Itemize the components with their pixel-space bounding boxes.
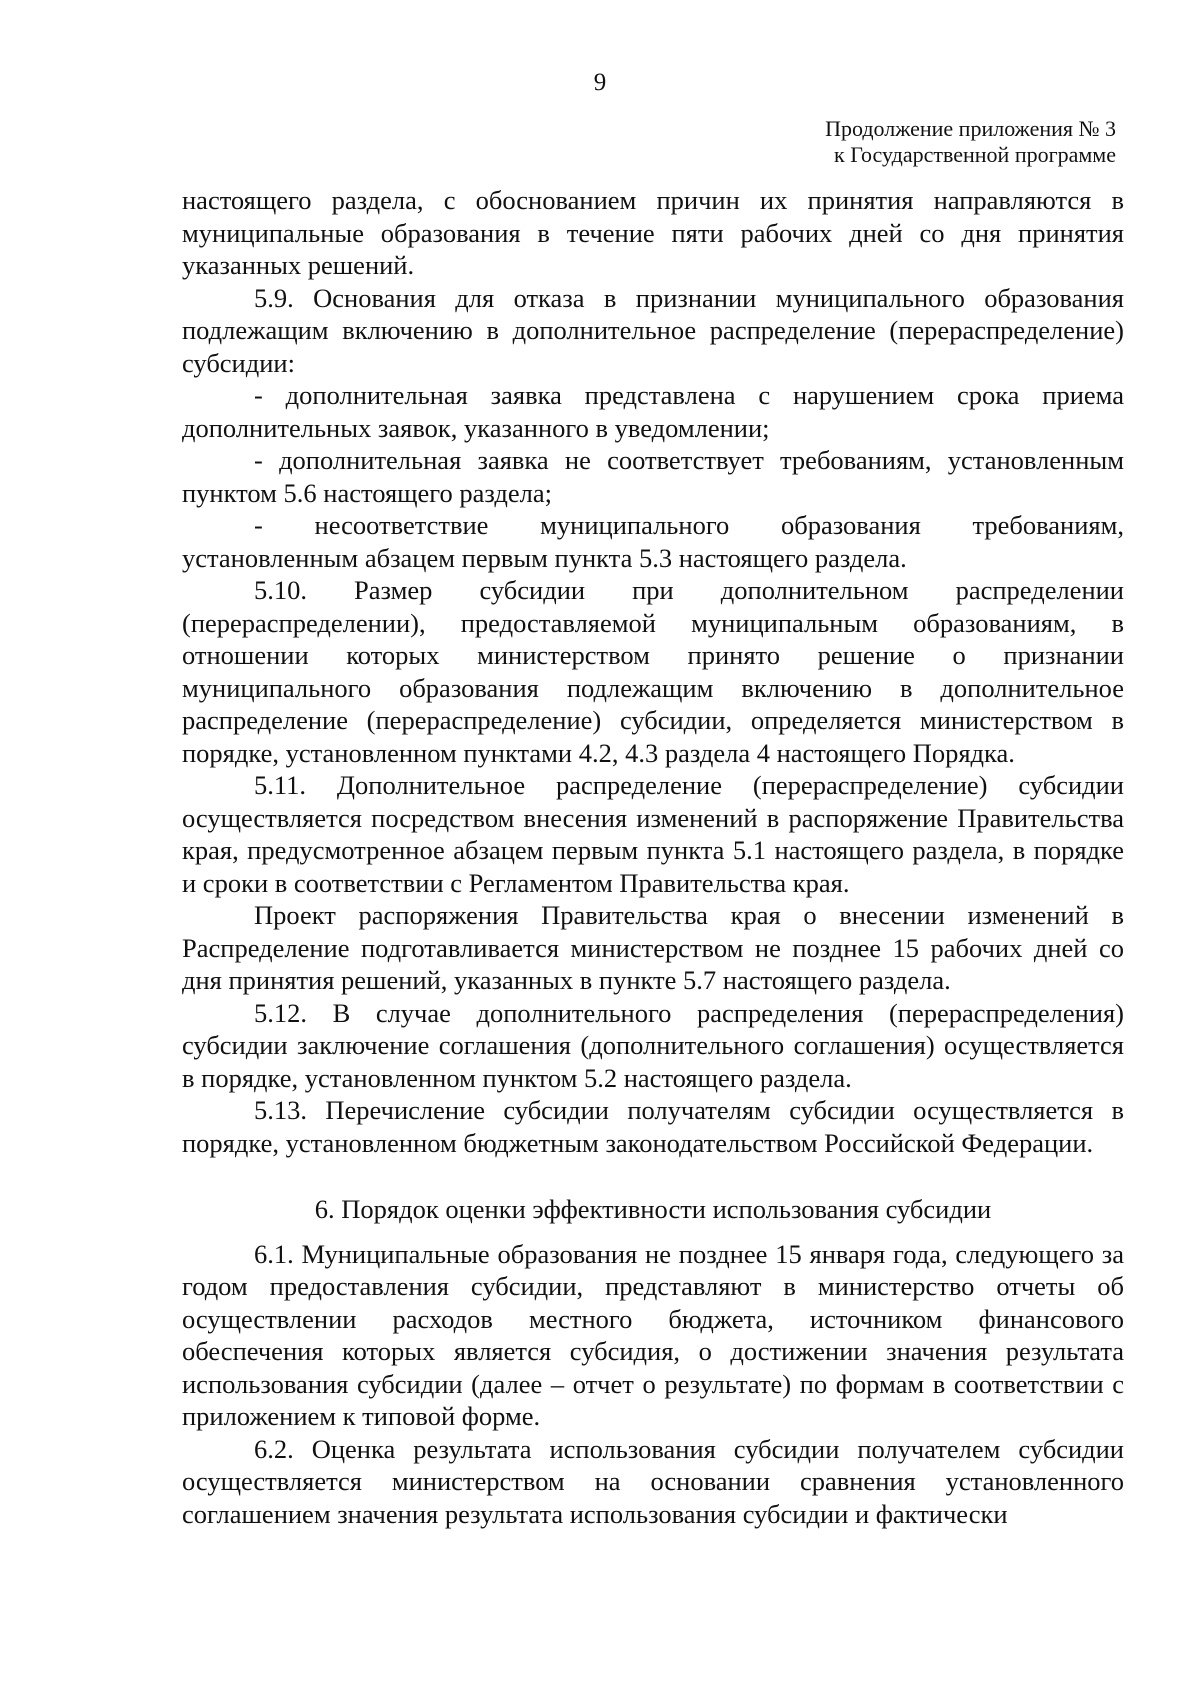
- section-heading-6: 6. Порядок оценки эффективности использования субсидии: [314, 1194, 992, 1224]
- paragraph-6-2: 6.2. Оценка результата использования субсидии получателем субсидии осуществляется министерством на основании сравнения установленного соглашением значения результата использования субсидии и фактически: [182, 1433, 1124, 1529]
- list-item-late-application: - дополнительная заявка представлена с нарушением срока приема дополнительных заявок, указанного в уведомлении;: [182, 380, 1124, 443]
- appendix-header: [825, 116, 1116, 168]
- paragraph-draft-order: Проект распоряжения Правительства края о внесении изменений в Распределение подготавливается министерством не позднее 15 рабочих дней со дня принятия решений, указанных в пункте 5.7 настоящего раздела.: [182, 900, 1124, 995]
- paragraph-5-12: 5.12. В случае дополнительного распределения (перераспределения) субсидии заключение соглашения (дополнительного соглашения) осуществляется в порядке, установленном пунктом 5.2 настоящего раздела.: [182, 997, 1124, 1093]
- appendix-header-line1: Продолжение приложения № 3: [825, 116, 1116, 141]
- list-item-noncompliant-municipality: - несоответствие муниципального образования требованиям, установленным абзацем первым пункта 5.3 настоящего раздела.: [182, 510, 1124, 573]
- paragraph-6-1: 6.1. Муниципальные образования не позднее 15 января года, следующего за годом предоставления субсидии, представляют в министерство отчеты об осуществлении расходов местного бюджета, источником финансового обеспечения которых является субсидия, о достижении значения результата использования субсидии (далее – отчет о результате) по формам в соответствии с приложением к типовой форме.: [182, 1238, 1124, 1431]
- appendix-header-line2: к Государственной программе: [834, 142, 1116, 167]
- paragraph-5-10: 5.10. Размер субсидии при дополнительном распределении (перераспределении), предоставляемой муниципальным образованиям, в отношении которых министерством принято решение о признании муниципального образования подлежащим включению в дополнительное распределение (перераспределение) субсидии, определяется министерством в порядке, установленном пунктами 4.2, 4.3 раздела 4 настоящего Порядка.: [182, 575, 1124, 768]
- paragraph-5-13: 5.13. Перечисление субсидии получателям субсидии осуществляется в порядке, установленном бюджетным законодательством Российской Федерации.: [182, 1095, 1124, 1158]
- document-body: [182, 184, 1124, 1530]
- paragraph-5-11: 5.11. Дополнительное распределение (перераспределение) субсидии осуществляется посредством внесения изменений в распоряжение Правительства края, предусмотренное абзацем первым пункта 5.1 настоящего раздела, в порядке и сроки в соответствии с Регламентом Правительства края.: [182, 770, 1124, 898]
- page-number: 9: [593, 69, 607, 96]
- paragraph-continuation: настоящего раздела, с обоснованием причин их принятия направляются в муниципальные образования в течение пяти рабочих дней со дня принятия указанных решений.: [182, 185, 1124, 280]
- paragraph-5-9: 5.9. Основания для отказа в признании муниципального образования подлежащим включению в дополнительное распределение (перераспределение) субсидии:: [182, 282, 1124, 378]
- list-item-noncompliant-application: - дополнительная заявка не соответствует требованиям, установленным пунктом 5.6 настоящего раздела;: [182, 445, 1124, 508]
